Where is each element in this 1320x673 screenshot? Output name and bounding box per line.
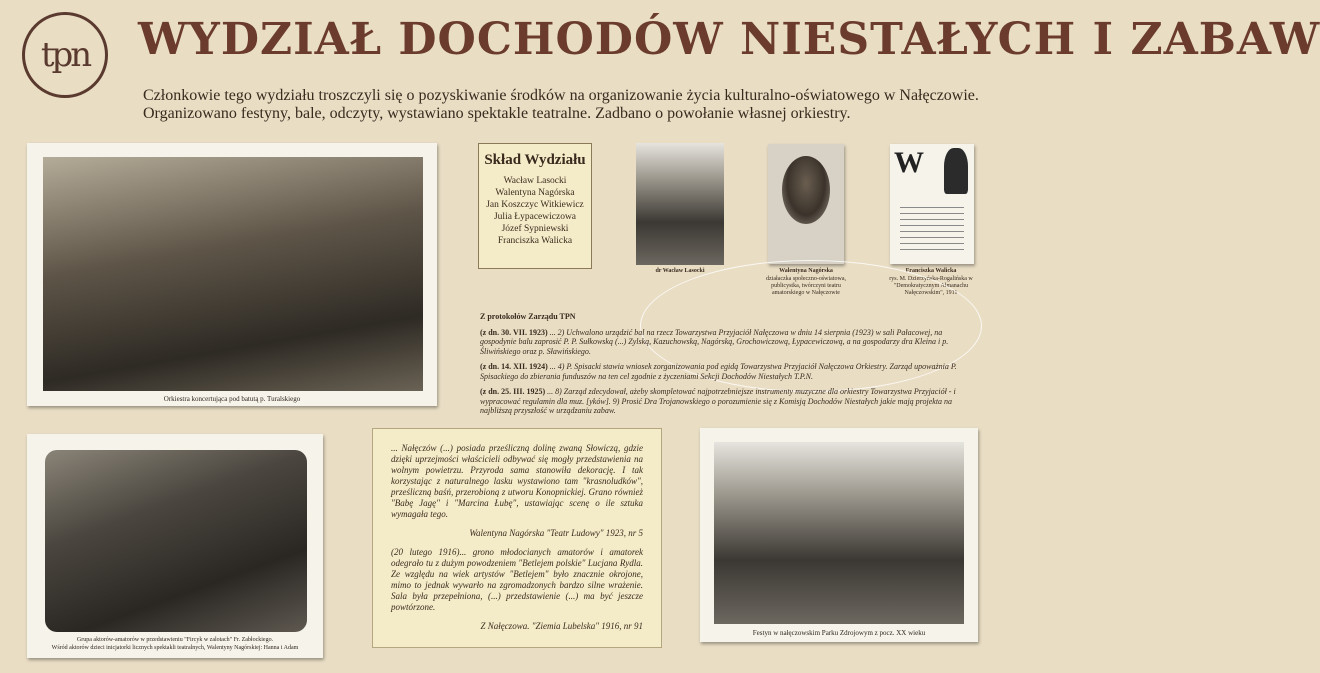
sklad-title: Skład Wydziału <box>484 152 586 168</box>
sklad-member: Franciszka Walicka <box>497 236 573 246</box>
protocol-date: (z dn. 25. III. 1925) <box>480 387 546 396</box>
page-title: WYDZIAŁ DOCHODÓW NIESTAŁYCH I ZABAW <box>138 14 1320 65</box>
intro-line-2: Organizowano festyny, bale, odczyty, wystawiano spektakle teatralne. Zadbano o powołanie własnej orkiestry. <box>143 105 851 122</box>
logo-text: tpn <box>40 35 90 75</box>
portrait-nagorska-name: Walentyna Nagórska <box>779 268 833 274</box>
protocol-text: ... 4) P. Spisacki stawia wniosek zorganizowania pod egidą Towarzystwa Przyjaciół Nałęczowa Orkiestry. Zarząd upoważnia P. Spisackiego do zbierania funduszów na ten cel zgodnie z życzeniami Sekcji Dochodów Niestałych T.P.N. <box>480 362 957 381</box>
orchestra-photo-frame <box>27 143 437 406</box>
protocol-text: ... 2) Uchwalono urządzić bal na rzecz Towarzystwa Przyjaciół Nałęczowa w dniu 14 sierpnia (1923) w sali Pałacowej, na gospodynie balu zaprosić P. P. Sułkowską (...) Zylską, Kazuchowską, Nagórską, Grochowiczową, Łypacewiczową, a na gospodarzy dra Kleina i p. Śliwińskiego oraz p. Sławińskiego. <box>480 327 949 356</box>
protocol-head: Z protokołów Zarządu TPN <box>480 312 576 321</box>
quote-signature-2: Z Nałęczowa. "Ziemia Lubelska" 1916, nr 91 <box>480 621 643 631</box>
portrait-walicka-caption: rys. M. Dzierżyńska-Rogalińska w "Demokratycznym Almanachu Nałęczowskim", 1911 <box>889 276 973 296</box>
portrait-walicka-name: Franciszka Walicka <box>905 268 957 274</box>
orchestra-caption: Orkiestra koncertująca pod batutą p. Turalskiego <box>163 395 301 403</box>
actors-caption-1: Grupa aktorów-amatorów w przedstawieniu "Fircyk w zalotach" Fr. Zabłockiego. <box>76 637 274 643</box>
protocol-date: (z dn. 14. XII. 1924) <box>480 362 548 371</box>
sklad-member: Józef Sypniewski <box>501 224 569 234</box>
protocol-excerpts <box>480 312 980 422</box>
festival-caption: Festyn w nałęczowskim Parku Zdrojowym z pocz. XX wieku <box>752 629 926 637</box>
figure-sketch <box>944 148 968 194</box>
sklad-wydzialu-box <box>478 143 592 269</box>
actors-caption-2: Wśród aktorów dzieci inicjatorki licznych spektakli teatralnych, Walentyny Nagórskiej: Hanna i Adam <box>51 645 299 651</box>
quote-paragraph-1: ... Nałęczów (...) posiada prześliczną dolinę zwaną Słowiczą, gdzie dzięki uprzejmości właścicieli odbywać się mogły przedstawienia na wolnym powietrzu. Przyroda sama stanowiła dekorację. I tak korzystając z naturalnego lasku wystawiono tam "krasnoludków", prześliczną baśń, przerobioną z utworu Konopnickiej. Grano również "Babę Jagę" i "Marcina Łubę", ustawiając scenę o ile sztuka wymagała tego. <box>391 443 643 519</box>
quote-paragraph-2: (20 lutego 1916)... grono młodocianych amatorów i amatorek odegrało tu z dużym powodzeniem "Betlejem polskie" Lucjana Rydla. Ze względu na wiek artystów "Betlejem" było znacznie okrojone, mimo to jednak wywarło na zgromadzonych bardzo silne wrażenie. Sala była przepełniona, (...) przedstawienie (...) ma być jeszcze powtórzone. <box>391 547 643 612</box>
portrait-walicka-drawing <box>890 144 974 264</box>
festival-photo <box>714 442 964 624</box>
protocol-entry <box>480 387 980 416</box>
portrait-nagorska-caption: działaczka społeczno-oświatowa, publicystka, twórczyni teatru amatorskiego w Nałęczowie <box>766 276 846 296</box>
quote-signature-1: Walentyna Nagórska "Teatr Ludowy" 1923, nr 5 <box>469 528 643 538</box>
tpn-logo <box>22 12 108 98</box>
portrait-nagorska-oval <box>782 156 830 224</box>
intro-text <box>143 87 993 123</box>
handwriting-lines <box>900 202 964 252</box>
actors-photo <box>45 450 307 632</box>
sklad-member: Wacław Lasocki <box>503 176 567 186</box>
portrait-lasocki-name: dr Wacław Lasocki <box>655 268 705 274</box>
portrait-nagorska-frame <box>768 144 844 264</box>
protocol-date: (z dn. 30. VII. 1923) <box>480 327 548 337</box>
sklad-member: Jan Koszczyc Witkiewicz <box>486 200 584 210</box>
portrait-lasocki <box>636 143 724 265</box>
quote-box <box>372 428 662 648</box>
initial-w: W <box>894 146 924 179</box>
actors-photo-frame <box>27 434 323 658</box>
protocol-text: ... 8) Zarząd zdecydował, ażeby skompletować najpotrzebniejsze instrumenty muzyczne dla orkiestry Towarzystwa Przyjaciół - i wypracować regulamin dla muz. [yków]. 9) Prosić Dra Trojanowskiego o porozumienie się z Komisją Dochodów Niestałych jakie mają projekta na najbliższą przyszłość w urządzaniu zabaw. <box>480 387 956 415</box>
orchestra-photo <box>43 157 423 391</box>
intro-line-1: Członkowie tego wydziału troszczyli się o pozyskiwanie środków na organizowanie życia kulturalno-oświatowego w Nałęczowie. <box>143 87 979 104</box>
protocol-entry <box>480 328 980 357</box>
sklad-member: Julia Łypacewiczowa <box>493 212 577 222</box>
sklad-member: Walentyna Nagórska <box>495 188 575 198</box>
festival-photo-frame <box>700 428 978 642</box>
protocol-entry <box>480 362 980 381</box>
